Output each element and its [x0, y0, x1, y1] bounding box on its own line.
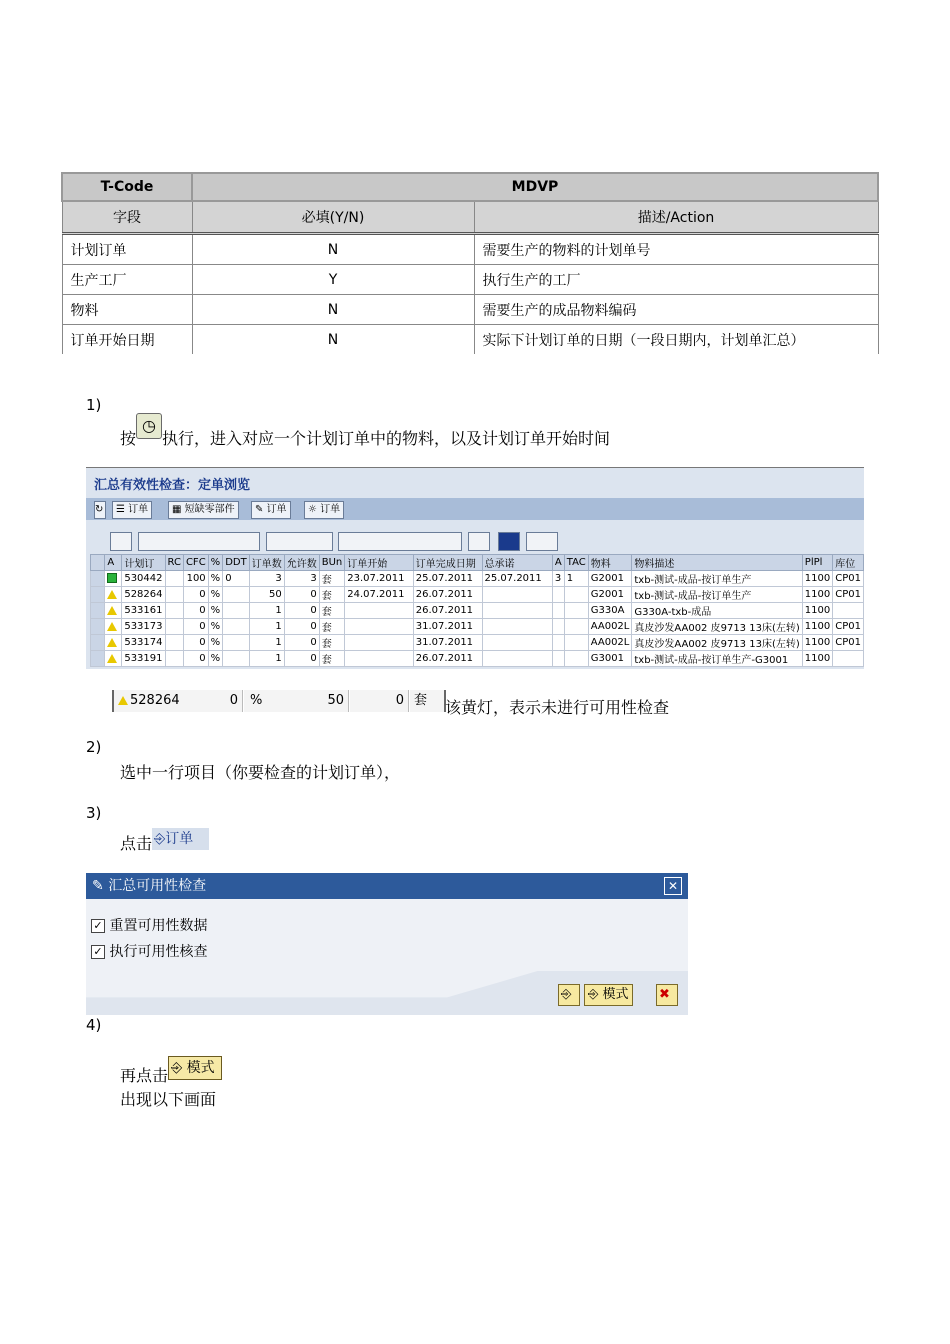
cell-material: G2001: [588, 587, 632, 603]
cell-plant: 1100: [802, 635, 832, 651]
cell-cfc: 0: [183, 651, 208, 667]
missing-parts-button[interactable]: ▦ 短缺零部件: [168, 501, 239, 519]
mode-button[interactable]: ⎆ 模式: [584, 984, 633, 1006]
cell-start: [345, 635, 414, 651]
step4-number: 4): [86, 1016, 102, 1034]
cell-plant: 1100: [802, 603, 832, 619]
yellow-lamp-icon: [118, 696, 128, 705]
cell-qty: 1: [249, 635, 284, 651]
cell-finish: 26.07.2011: [413, 587, 482, 603]
cell-desc: 真皮沙发AA002 皮9713 13床(左转): [632, 619, 802, 635]
cell-bun: 套: [319, 651, 345, 667]
step1-text-line: [120, 414, 611, 448]
col-commit[interactable]: 总承诺: [482, 555, 552, 571]
col-desc: 描述/Action: [474, 201, 878, 234]
details-icon[interactable]: [110, 532, 132, 551]
cell-order: 533174: [122, 635, 165, 651]
tcode-column-headers: [62, 201, 878, 234]
cell-qty: 1: [249, 619, 284, 635]
cell-required: N: [192, 234, 474, 265]
cell-required: N: [192, 325, 474, 355]
step3-pre: 点击: [120, 834, 153, 853]
yellow-lamp-caption: 该黄灯，表示未进行可用性检查: [445, 698, 670, 717]
edit-icon[interactable]: [526, 532, 558, 551]
cell-pct: %: [208, 603, 223, 619]
step4-line: [120, 1054, 222, 1085]
yellow-lamp-icon: [107, 654, 117, 663]
cell-bun: 套: [319, 603, 345, 619]
cell-desc: 需要生产的成品物料编码: [474, 295, 878, 325]
cell-sloc: CP01: [833, 587, 864, 603]
cell-plant: 1100: [802, 651, 832, 667]
cell-allowed: 0: [284, 651, 319, 667]
lamp-cell: [105, 587, 122, 603]
cell-allowed: 0: [284, 603, 319, 619]
cell-order: 530442: [122, 571, 165, 587]
cell-sloc: [833, 651, 864, 667]
row-selector[interactable]: [91, 587, 105, 603]
cell-bun: 套: [319, 571, 345, 587]
lock-order-icon[interactable]: ⎆: [558, 984, 580, 1006]
col-ddt[interactable]: DDT: [223, 555, 250, 571]
cell-pct: %: [208, 619, 223, 635]
yellow-lamp-sample-row: [112, 690, 444, 712]
cell-required: N: [192, 295, 474, 325]
table-row: [62, 325, 878, 355]
table-row[interactable]: [91, 619, 864, 635]
sample-order: 528264: [130, 693, 180, 708]
cell-cfc: 0: [183, 619, 208, 635]
cell-cfc: 0: [183, 587, 208, 603]
order-button-sample[interactable]: [152, 828, 209, 850]
cell-start: 23.07.2011: [345, 571, 414, 587]
cell-ddt: [223, 587, 250, 603]
cell-order: 533173: [122, 619, 165, 635]
col-qty[interactable]: 订单数: [249, 555, 284, 571]
mode-button-sample-label: 模式: [186, 1059, 215, 1076]
mode-button-sample[interactable]: [168, 1056, 222, 1080]
cell-desc: txb-测试-成品-按订单生产: [632, 571, 802, 587]
table-row[interactable]: [91, 603, 864, 619]
execute-check-option[interactable]: [91, 941, 207, 961]
col-plant[interactable]: PlPl: [802, 555, 832, 571]
cell-desc: 实际下计划订单的日期（一段日期内，计划单汇总）: [474, 325, 878, 355]
order-button[interactable]: ☰ 订单: [112, 501, 152, 519]
cell-pct: %: [208, 587, 223, 603]
cell-ddt: [223, 651, 250, 667]
sample-qty: 50: [274, 690, 349, 712]
cell-pct: %: [208, 635, 223, 651]
cell-tac: [564, 587, 588, 603]
cell-rc: [165, 651, 183, 667]
cell-commit: [482, 651, 552, 667]
lamp-cell: [105, 635, 122, 651]
cell-commit: [482, 587, 552, 603]
tcode-table: [61, 172, 879, 354]
cell-qty: 50: [249, 587, 284, 603]
col-pct[interactable]: %: [208, 555, 223, 571]
col-finish[interactable]: 订单完成日期: [413, 555, 482, 571]
cell-bun: 套: [319, 619, 345, 635]
col-material[interactable]: 物料: [588, 555, 632, 571]
tcode-value: MDVP: [192, 173, 878, 201]
cell-finish: 31.07.2011: [413, 619, 482, 635]
cell-desc: txb-测试-成品-按订单生产-G3001: [632, 651, 802, 667]
cell-required: Y: [192, 265, 474, 295]
cell-cfc: 0: [183, 635, 208, 651]
reset-availability-option[interactable]: [91, 915, 207, 935]
table-row[interactable]: [91, 651, 864, 667]
cell-pct: %: [208, 571, 223, 587]
cell-qty: 3: [249, 571, 284, 587]
availability-check-dialog: [86, 873, 688, 1015]
layout-icon[interactable]: [468, 532, 490, 551]
cell-commit: [482, 619, 552, 635]
cell-a: [552, 651, 564, 667]
cell-start: [345, 619, 414, 635]
cell-plant: 1100: [802, 571, 832, 587]
col-a[interactable]: A: [105, 555, 122, 571]
sample-bun: 套: [410, 690, 446, 712]
cell-material: G330A: [588, 603, 632, 619]
tcode-header-row: [62, 173, 878, 201]
col-rc[interactable]: RC: [165, 555, 183, 571]
cell-pct: %: [208, 651, 223, 667]
table-row[interactable]: [91, 587, 864, 603]
cell-rc: [165, 603, 183, 619]
execute-checkbox[interactable]: ✓: [91, 945, 105, 959]
lamp-cell: [105, 603, 122, 619]
cell-sloc: CP01: [833, 571, 864, 587]
col-order[interactable]: 计划订: [122, 555, 165, 571]
cell-field: 物料: [62, 295, 192, 325]
cell-tac: 1: [564, 571, 588, 587]
sap-screen-title: 汇总有效性检查：定单浏览: [94, 478, 251, 493]
cell-bun: 套: [319, 587, 345, 603]
step1-pre: 按: [120, 429, 137, 448]
col-tac[interactable]: TAC: [564, 555, 588, 571]
cell-material: G2001: [588, 571, 632, 587]
cell-finish: 31.07.2011: [413, 635, 482, 651]
cell-finish: 26.07.2011: [413, 651, 482, 667]
order-icon: ⎆: [154, 830, 166, 847]
cell-material: G3001: [588, 651, 632, 667]
reset-label: 重置可用性数据: [109, 918, 208, 934]
green-lamp-icon: [107, 573, 117, 583]
cell-commit: [482, 603, 552, 619]
cell-allowed: 0: [284, 587, 319, 603]
cell-a: [552, 635, 564, 651]
cell-start: [345, 651, 414, 667]
col-required: 必填(Y/N): [192, 201, 474, 234]
cell-plant: 1100: [802, 619, 832, 635]
cell-ddt: [223, 619, 250, 635]
cell-allowed: 0: [284, 619, 319, 635]
lamp-cell: [105, 571, 122, 587]
step2-number: 2): [86, 738, 102, 756]
select-all-icon[interactable]: [91, 555, 105, 571]
display-order-button[interactable]: ☼ 订单: [304, 501, 344, 519]
sort-filter-toolbar[interactable]: [138, 532, 260, 551]
table-row: [62, 295, 878, 325]
sample-order-cell: [112, 690, 195, 712]
cell-rc: [165, 587, 183, 603]
cell-rc: [165, 635, 183, 651]
cell-tac: [564, 619, 588, 635]
table-row: [62, 265, 878, 295]
change-order-button[interactable]: ✎ 订单: [251, 501, 291, 519]
grid-header-row: [91, 555, 864, 571]
sap-order-screen: [86, 467, 864, 669]
cell-tac: [564, 603, 588, 619]
lock-icon: ⎆: [171, 1059, 183, 1076]
cell-cfc: 0: [183, 603, 208, 619]
cell-desc: 需要生产的物料的计划单号: [474, 234, 878, 265]
mode-button-label: 模式: [602, 987, 629, 1002]
cell-allowed: 0: [284, 635, 319, 651]
cell-finish: 26.07.2011: [413, 603, 482, 619]
display-order-label: 订单: [320, 504, 341, 515]
col-allowed[interactable]: 允许数: [284, 555, 319, 571]
row-selector[interactable]: [91, 651, 105, 667]
cell-qty: 1: [249, 603, 284, 619]
yellow-lamp-icon: [107, 622, 117, 631]
cell-desc: 真皮沙发AA002 皮9713 13床(左转): [632, 635, 802, 651]
dialog-title: 汇总可用性检查: [108, 878, 207, 894]
sample-pct: %: [244, 690, 275, 712]
cell-desc: G330A-txb-成品: [632, 603, 802, 619]
cell-cfc: 100: [183, 571, 208, 587]
lamp-cell: [105, 619, 122, 635]
col-a2[interactable]: A: [552, 555, 564, 571]
sum-toolbar[interactable]: [266, 532, 333, 551]
cell-material: AA002L: [588, 635, 632, 651]
step1-number: 1): [86, 396, 102, 414]
cell-desc: 执行生产的工厂: [474, 265, 878, 295]
cell-tac: [564, 635, 588, 651]
col-cfc[interactable]: CFC: [183, 555, 208, 571]
table-row[interactable]: [91, 635, 864, 651]
cell-ddt: 0: [223, 571, 250, 587]
cell-a: [552, 603, 564, 619]
cell-qty: 1: [249, 651, 284, 667]
close-icon[interactable]: ✕: [664, 877, 682, 895]
cell-ddt: [223, 603, 250, 619]
execute-label: 执行可用性核查: [109, 944, 208, 960]
row-selector[interactable]: [91, 635, 105, 651]
cell-rc: [165, 619, 183, 635]
cell-allowed: 3: [284, 571, 319, 587]
step1-text: 执行，进入对应一个计划订单中的物料，以及计划订单开始时间: [162, 429, 611, 448]
row-selector[interactable]: [91, 619, 105, 635]
col-start[interactable]: 订单开始: [345, 555, 414, 571]
order-grid: [90, 554, 864, 667]
dialog-titlebar: [86, 873, 688, 899]
cell-a: [552, 587, 564, 603]
col-desc[interactable]: 物料描述: [632, 555, 802, 571]
refresh-icon[interactable]: ↻: [94, 501, 106, 519]
cell-rc: [165, 571, 183, 587]
row-selector[interactable]: [91, 603, 105, 619]
cell-material: AA002L: [588, 619, 632, 635]
cell-field: 订单开始日期: [62, 325, 192, 355]
cell-tac: [564, 651, 588, 667]
cell-start: [345, 603, 414, 619]
reset-checkbox[interactable]: ✓: [91, 919, 105, 933]
step3-line: [120, 825, 209, 853]
cell-desc: txb-测试-成品-按订单生产: [632, 587, 802, 603]
col-sloc[interactable]: 库位: [833, 555, 864, 571]
cell-field: 生产工厂: [62, 265, 192, 295]
order-button-sample-label: 订单: [165, 830, 194, 847]
missing-parts-label: 短缺零部件: [184, 504, 235, 515]
cell-start: 24.07.2011: [345, 587, 414, 603]
table-row[interactable]: [91, 571, 864, 587]
table-row: [62, 234, 878, 265]
dialog-icon: ✎: [92, 878, 104, 894]
change-order-label: 订单: [266, 504, 287, 515]
cell-finish: 25.07.2011: [413, 571, 482, 587]
tcode-label: T-Code: [62, 173, 192, 201]
cell-sloc: [833, 603, 864, 619]
cell-sloc: CP01: [833, 619, 864, 635]
cell-ddt: [223, 635, 250, 651]
sample-allowed: 0: [350, 690, 409, 712]
row-selector[interactable]: [91, 571, 105, 587]
yellow-lamp-icon: [107, 606, 117, 615]
clock-execute-icon[interactable]: ◷: [136, 413, 162, 439]
yellow-lamp-icon: [107, 638, 117, 647]
sample-cfc: 0: [194, 690, 243, 712]
cell-order: 533191: [122, 651, 165, 667]
col-field: 字段: [62, 201, 192, 234]
step4-pre: 再点击: [120, 1066, 169, 1085]
info-icon[interactable]: [498, 532, 520, 551]
cell-a: 3: [552, 571, 564, 587]
sap-app-toolbar: [86, 498, 864, 520]
order-button-label: 订单: [128, 504, 149, 515]
cell-order: 533161: [122, 603, 165, 619]
cell-field: 计划订单: [62, 234, 192, 265]
step3-number: 3): [86, 804, 102, 822]
step2-text: 选中一行项目（你要检查的计划订单），: [120, 763, 401, 782]
cell-commit: [482, 635, 552, 651]
col-bun[interactable]: BUn: [319, 555, 345, 571]
lamp-cell: [105, 651, 122, 667]
cell-a: [552, 619, 564, 635]
cell-plant: 1100: [802, 587, 832, 603]
cancel-icon[interactable]: ✖: [656, 984, 678, 1006]
cell-sloc: CP01: [833, 635, 864, 651]
yellow-lamp-icon: [107, 590, 117, 599]
cell-bun: 套: [319, 635, 345, 651]
print-export-toolbar[interactable]: [338, 532, 462, 551]
step4-text2: 出现以下画面: [120, 1090, 217, 1109]
cell-commit: 25.07.2011: [482, 571, 552, 587]
cell-order: 528264: [122, 587, 165, 603]
